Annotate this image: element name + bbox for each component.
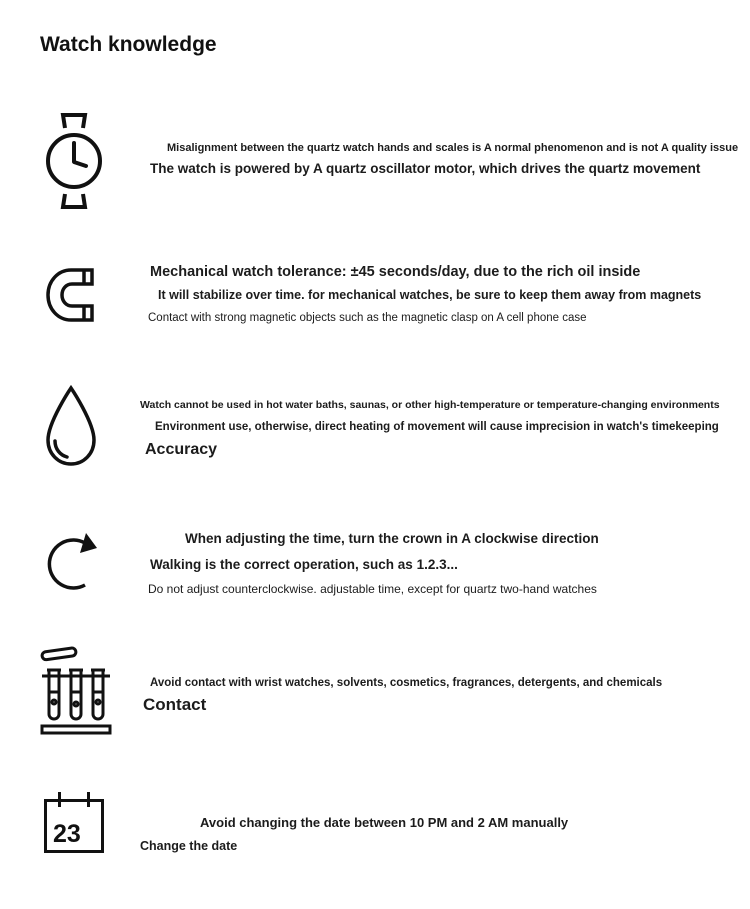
page-title: Watch knowledge: [40, 33, 217, 56]
section-chemical-contact: [0, 640, 750, 756]
calendar-day-number: 23: [53, 820, 81, 848]
calendar-icon: [44, 799, 104, 853]
section-quartz-movement: [0, 110, 750, 228]
section-heading: Contact: [143, 695, 207, 714]
calendar-binding-tick: [87, 792, 90, 807]
section-text-line: Contact with strong magnetic objects such as the magnetic clasp on A cell phone case: [148, 312, 587, 324]
clockwise-rotation-icon: [42, 526, 106, 596]
section-date-change: [0, 785, 750, 893]
section-text-line: Walking is the correct operation, such as 1.2.3...: [150, 557, 458, 572]
section-text-line: Misalignment between the quartz watch hands and scales is A normal phenomenon and is not A quality issue: [167, 142, 739, 154]
section-heading: Accuracy: [145, 441, 218, 458]
section-magnetism: [0, 258, 750, 370]
test-tubes-icon: [40, 644, 112, 742]
section-text-line: Mechanical watch tolerance: ±45 seconds/day, due to the rich oil inside: [150, 264, 641, 280]
section-text-line: Avoid contact with wrist watches, solvents, cosmetics, fragrances, detergents, and chemicals: [150, 677, 663, 689]
water-drop-icon: [42, 384, 100, 468]
magnet-icon: [44, 266, 104, 324]
section-text-line: Change the date: [140, 839, 238, 853]
section-time-adjustment: [0, 520, 750, 622]
section-text-line: The watch is powered by A quartz oscillator motor, which drives the quartz movement: [150, 161, 701, 176]
section-text-line: Do not adjust counterclockwise. adjustable time, except for quartz two-hand watches: [148, 582, 597, 596]
section-temperature-accuracy: [0, 380, 750, 488]
section-text-line: When adjusting the time, turn the crown in A clockwise direction: [185, 531, 599, 546]
quartz-watch-icon: [45, 112, 103, 210]
calendar-binding-tick: [58, 792, 61, 807]
section-text-line: Environment use, otherwise, direct heating of movement will cause imprecision in watch's timekeeping: [155, 421, 719, 433]
section-text-line: It will stabilize over time. for mechanical watches, be sure to keep them away from magnets: [158, 288, 702, 302]
section-text-line: Watch cannot be used in hot water baths, saunas, or other high-temperature or temperature-changing environments: [140, 399, 720, 411]
section-text-line: Avoid changing the date between 10 PM and 2 AM manually: [200, 815, 569, 830]
